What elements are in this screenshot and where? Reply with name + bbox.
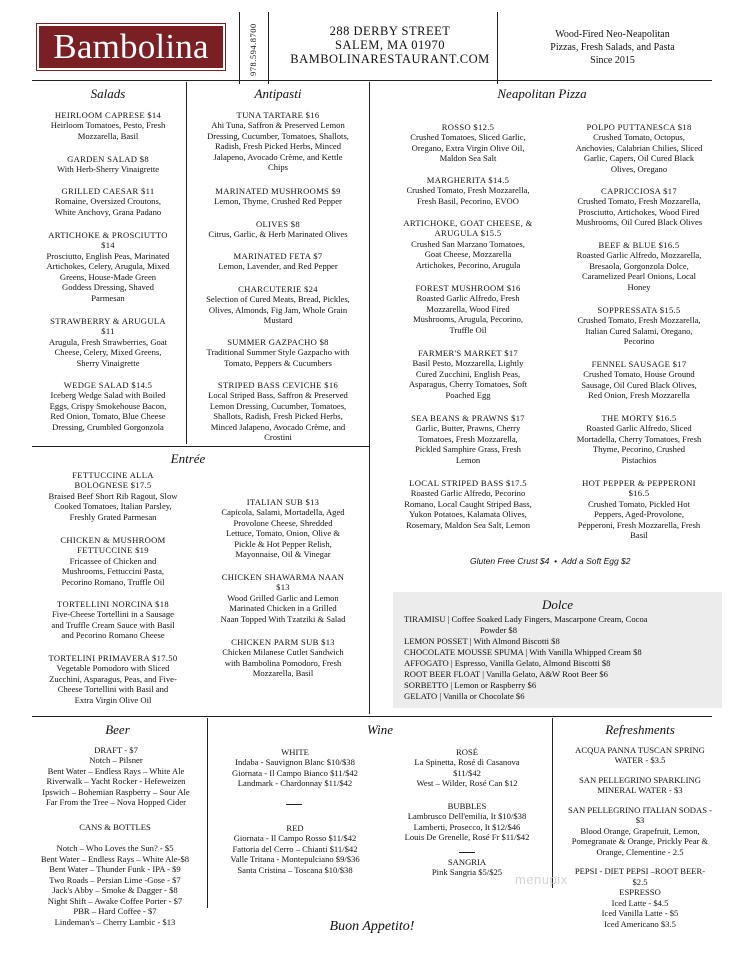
item-name: LOCAL STRIPED BASS $17.5	[409, 478, 527, 488]
item-name: SOPPRESSATA $15.5	[597, 305, 681, 315]
beer-item: Bent Water – Thunder Funk - IPA - $9	[49, 864, 181, 875]
pizza-fennel-sausage	[556, 359, 722, 401]
dolce-item: AFFOGATO | Espresso, Vanilla Gelato, Almond Biscotti $8	[404, 658, 611, 668]
item-price: $16.5	[628, 488, 650, 499]
beer-item: Riverwalk – Yacht Rocker - Hefeweizen	[46, 776, 186, 787]
dolce-item: ROOT BEER FLOAT | Vanilla Gelato, A&W Root Beer $6	[404, 669, 608, 679]
item-name: FETTUCCINE ALLA	[72, 470, 154, 480]
header-divider-right	[268, 12, 269, 84]
item-desc: Pickled Samphire Grass, Fresh	[415, 444, 521, 455]
item-desc: Crushed Tomato, Fresh Mozzarella,	[406, 185, 530, 196]
item-desc: Rosemary, Maldon Sea Salt, Lemon	[405, 519, 531, 530]
item-name: TORTELLINI NORCINA $18	[57, 599, 169, 609]
refreshments-list	[554, 745, 726, 929]
antipasti-marinated-feta	[188, 251, 368, 272]
dolce-title: Dolce	[541, 597, 574, 612]
item-name: GARDEN SALAD $8	[67, 154, 149, 164]
gluten-free-note: Gluten Free Crust $4	[470, 556, 550, 566]
item-desc: Mozzarella, Basil	[77, 130, 139, 141]
item-desc: Chicken Milanese Cutlet Sandwich	[222, 647, 344, 658]
wine-separator	[286, 804, 302, 805]
beer-item: Jack's Abby – Smoke & Dagger - $8	[52, 885, 178, 896]
item-desc: Pecorino	[623, 336, 655, 347]
pizza-hot-pepper-pepperoni	[556, 478, 722, 541]
item-desc: Pistachios	[621, 454, 657, 465]
item-name: FOREST MUSHROOM $16	[415, 283, 521, 293]
item-desc: Mortadella, Cherry Tomatoes, Fresh	[576, 433, 702, 444]
restaurant-logo: Bambolina	[37, 24, 225, 70]
spacer	[554, 796, 726, 805]
item-desc: Traditional Summer Style Gazpacho with	[206, 347, 350, 358]
antipasti-pizza-divider	[369, 82, 370, 714]
item-name: BEEF & BLUE $16.5	[598, 240, 680, 250]
watermark: menupix	[515, 872, 568, 887]
item-name: CAPRICCIOSA $17	[601, 186, 677, 196]
item-desc: Mushrooms, Fettuccini Pasta,	[61, 566, 165, 577]
refreshment-item: Iced Latte - $4.5	[611, 897, 669, 908]
wine-item: Fattoria del Cerro – Chianti $11/$42	[232, 843, 358, 854]
dolce-item: GELATO | Vanilla or Chocolate $6	[404, 691, 525, 701]
item-desc: Provolone Cheese, Shredded	[233, 517, 333, 528]
item-desc: Lemon	[455, 454, 481, 465]
item-desc: Chips	[267, 162, 289, 173]
item-desc: Crushed Tomatoes, Sliced Garlic,	[410, 132, 526, 143]
pizza-capricciosa	[556, 186, 722, 228]
item-desc: Crushed Tomato, Pickled Hot	[588, 498, 690, 509]
salad-wedge	[30, 380, 186, 432]
refreshment-item: $3	[635, 815, 645, 826]
item-desc: Fresh Basil, Pecorino, EVOO	[417, 195, 519, 206]
beer-item: Bent Water – Endless Rays – White Ale	[47, 765, 185, 776]
dolce-item: CHOCOLATE MOUSSE SPUMA | With Vanilla Whipped Cream $8	[404, 647, 642, 657]
entree-title: Entrée	[170, 451, 206, 466]
item-desc: Roasted Garlic Alfredo, Sliced	[586, 423, 692, 434]
item-desc: Dressing, Crumbled Gorgonzola	[52, 421, 164, 432]
item-name: GRILLED CAESAR $11	[61, 186, 155, 196]
wine-red-list	[210, 823, 380, 875]
item-desc: Garlic, Butter, Prawns, Cherry	[415, 423, 521, 434]
draft-heading: DRAFT - $7	[94, 745, 138, 755]
item-desc: Lettuce, Tomato, Onion, Olive &	[225, 528, 341, 539]
pizza-artichoke-goat-cheese	[384, 218, 552, 270]
refreshment-item: Pomegranate & Orange, Prickly Pear &	[571, 836, 709, 847]
refreshment-item: ESPRESSO	[619, 887, 661, 898]
pizza-addons-note	[470, 556, 631, 566]
refreshment-item: MINERAL WATER - $3	[597, 785, 683, 796]
item-desc: Radish, Fresh Picked Herbs, Minced	[214, 141, 342, 152]
wine-item: Giornata - Il Campo Rosso $11/$42	[233, 833, 357, 844]
wine-item: Landmark - Chardonnay $11/$42	[237, 778, 353, 789]
entree-chicken-parm-sub	[198, 637, 368, 679]
item-desc: Maldon Sea Salt	[439, 153, 497, 164]
item-desc: Asparagus, Cherry Tomatoes, Soft	[408, 379, 528, 390]
refreshment-item: ACQUA PANNA TUSCAN SPRING	[575, 745, 705, 755]
beer-item: Notch – Who Loves the Sun? - $5	[56, 843, 174, 854]
item-desc: White Anchovy, Grana Padano	[54, 206, 162, 217]
entree-tortellini-norcina	[30, 599, 196, 641]
item-desc: Tomatoes, Fresh Mozzarella,	[418, 433, 518, 444]
item-desc: Caramelized Pearl Onions, Local	[581, 271, 697, 282]
wine-separator	[459, 852, 475, 853]
item-desc: Marinated Chicken in a Grilled	[229, 603, 337, 614]
item-desc: Fricassee of Chicken and	[69, 555, 157, 566]
white-heading: WHITE	[281, 747, 309, 757]
footer-sign-off: Buon Appetito!	[329, 919, 415, 934]
pizza-polpo-puttanesca	[556, 122, 722, 174]
item-name: MARGHERITA $14.5	[426, 175, 510, 185]
pizza-local-striped-bass	[384, 478, 552, 530]
item-name: WEDGE SALAD $14.5	[63, 380, 153, 390]
wine-refreshments-divider	[552, 718, 553, 888]
beer-draft-list	[26, 745, 206, 808]
item-desc: Garlic, Capers, Oil Cured Black	[583, 153, 695, 164]
salad-artichoke-prosciutto	[30, 230, 186, 303]
item-name: ITALIAN SUB $13	[246, 497, 320, 507]
wine-item: Giornata - Il Campo Bianco $11/$42	[232, 767, 358, 778]
item-name: STRAWBERRY & ARUGULA	[50, 316, 166, 326]
item-desc: Peppers, Aged-Provolone,	[594, 509, 684, 520]
pizza-rosso	[384, 122, 552, 164]
item-desc: Parmesan	[91, 292, 125, 303]
item-name: TUNA TARTARE $16	[236, 110, 320, 120]
salad-strawberry-arugula	[30, 316, 186, 368]
item-desc: Five-Cheese Tortellini in a Sausage	[52, 609, 174, 620]
refreshment-item: PEPSI - DIET PEPSI –ROOT BEER-	[574, 866, 706, 877]
spacer	[554, 857, 726, 866]
pizza-forest-mushroom	[384, 283, 552, 335]
item-name: SEA BEANS & PRAWNS $17	[411, 413, 525, 423]
item-desc: Freshly Grated Parmesan	[69, 511, 157, 522]
refreshment-item: Blood Orange, Grapefruit, Lemon,	[580, 825, 700, 836]
item-desc: Cheese Tortellini with Basil and	[57, 684, 169, 695]
item-desc: Mushrooms, Arugula, Pecorino,	[412, 314, 524, 325]
item-price: ARUGULA $15.5	[434, 228, 502, 239]
antipasti-tuna-tartare	[188, 110, 368, 173]
dolce-item: TIRAMISU | Coffee Soaked Lady Fingers, Mascarpone Cream, Cocoa	[404, 614, 648, 624]
wine-item: Indaba - Sauvignon Blanc $10/$38	[235, 757, 355, 768]
wine-item: Lamberti, Prosecco, It $12/$46	[413, 821, 521, 832]
item-name: CHICKEN SHAWARMA NAAN	[221, 572, 345, 582]
item-desc: Iceberg Wedge Salad with Boiled	[50, 390, 166, 401]
item-desc: Wood Grilled Garlic and Lemon	[227, 592, 339, 603]
item-name: CHICKEN & MUSHROOM	[60, 535, 166, 545]
wine-rose-list	[384, 747, 550, 789]
item-price: BOLOGNESE $17.5	[74, 480, 152, 491]
item-desc: Pickle & Hot Pepper Relish,	[234, 538, 332, 549]
salad-garden	[30, 154, 186, 175]
item-desc: Pepperoni, Fresh Mozzarella, Fresh	[577, 519, 701, 530]
item-desc: Pecorino Romano, Truffle Oil	[61, 576, 165, 587]
wine-item: La Spinetta, Rosé di Casanova	[414, 757, 520, 768]
item-name: HOT PEPPER & PEPPERONI	[582, 478, 696, 488]
item-desc: Honey	[627, 281, 651, 292]
item-desc: Minced Jalapeno, Avocado Crème, and	[210, 421, 346, 432]
address-city: SALEM, MA 01970	[335, 38, 445, 52]
beer-item: Lindeman's – Cherry Lambic - $13	[54, 916, 176, 927]
wine-item: Pink Sangria $5/$25	[431, 867, 503, 878]
refreshment-item: Iced Americano $3.5	[604, 918, 676, 929]
item-desc: Zucchini, Asparagus, Peas, and Five-	[49, 673, 177, 684]
pizza-the-morty	[556, 413, 722, 465]
item-desc: Crostini	[264, 432, 292, 443]
drinks-rule	[32, 716, 712, 717]
header-divider-left	[239, 12, 240, 84]
item-name: POLPO PUTTANESCA $18	[586, 122, 692, 132]
wine-white-list	[210, 747, 380, 789]
item-desc: Lemon, Lavender, and Red Pepper	[218, 261, 338, 272]
salad-grilled-caesar	[30, 186, 186, 217]
beer-item: PBR – Hard Coffee - $7	[73, 906, 157, 917]
antipasti-summer-gazpacho	[188, 337, 368, 368]
item-desc: Mozzarella, Basil	[252, 668, 314, 679]
item-desc: Roasted Garlic Alfredo, Fresh	[416, 293, 520, 304]
item-desc: Crushed Tomato, Fresh Mozzarella,	[577, 315, 701, 326]
beer-item: Ipswich – Bohemian Raspberry – Sour Ale	[42, 786, 190, 797]
address-block	[280, 24, 500, 66]
wine-item: Lambrusco Dell'emilia, It $10/$38	[407, 811, 527, 822]
wine-item: Valle Tritana - Montepulciano $9/$36	[230, 854, 360, 865]
item-desc: and Truffle Cream Sauce with Basil	[51, 619, 175, 630]
item-desc: Jalapeno, Avocado Crème, and Kettle	[213, 151, 343, 162]
item-name: HEIRLOOM CAPRESE $14	[54, 110, 162, 120]
item-desc: Goddess Dressing, Shaved	[62, 282, 154, 293]
item-desc: Sherry Vinaigrette	[76, 357, 140, 368]
refreshment-item: SAN PELLEGRINO ITALIAN SODAS -	[568, 804, 712, 815]
pizza-farmers-market	[384, 348, 552, 400]
item-desc: Cured Zucchini, English Peas,	[415, 368, 521, 379]
soft-egg-note: Add a Soft Egg $2	[561, 556, 631, 566]
item-name: ROSSO $12.5	[441, 122, 495, 132]
beer-item: Notch – Pilsner	[89, 755, 143, 766]
sangria-heading: SANGRIA	[447, 857, 487, 867]
item-desc: Oregano, Extra Virgin Olive Oil,	[411, 142, 525, 153]
dolce-item: LEMON POSSET | With Almond Biscotti $8	[404, 636, 560, 646]
tagline-line: Wood-Fired Neo-Neapolitan	[555, 29, 670, 40]
item-desc: Dressing, Cucumber, Tomatoes, Shallots,	[207, 130, 349, 141]
item-name: OLIVES $8	[256, 219, 300, 229]
salads-title: Salads	[90, 86, 126, 101]
red-heading: RED	[286, 823, 304, 833]
item-name: FENNEL SAUSAGE $17	[591, 359, 687, 369]
tagline-line: Pizzas, Fresh Salads, and Pasta	[550, 42, 675, 53]
wine-item: Louis De Grenelle, Rosé Fr $11/$42	[404, 832, 530, 843]
item-desc: Red Onion, Tomato, Blue Cheese	[50, 411, 166, 422]
item-desc: Olives, Oregano	[610, 163, 668, 174]
item-desc: Arugula, Fresh Strawberries, Goat	[48, 336, 168, 347]
refreshment-item: $2.5	[632, 876, 648, 887]
beer-title: Beer	[105, 722, 130, 737]
item-price: $13	[276, 582, 290, 593]
item-desc: Romaine, Oversized Croutons,	[55, 196, 161, 207]
item-desc: Mustard	[263, 315, 293, 326]
item-desc: with Bambolina Pomodoro, Fresh	[224, 657, 342, 668]
item-desc: Prosciutto, English Peas, Marinated	[46, 250, 170, 261]
item-desc: Romano, Local Caught Striped Bass,	[404, 498, 532, 509]
item-desc: Lemon Dressing, Cucumber, Tomatoes,	[209, 400, 347, 411]
phone-number: 978.594.8700	[248, 23, 258, 77]
item-desc: Basil Pesto, Mozzarella, Lightly	[412, 358, 524, 369]
item-desc: Lemon, Thyme, Crushed Red Pepper	[214, 196, 342, 207]
wine-item: $11/$42	[453, 767, 481, 778]
antipasti-striped-bass-ceviche	[188, 380, 368, 443]
item-desc: Artichokes, Celery, Arugula, Mixed	[46, 261, 170, 272]
spacer	[554, 766, 726, 775]
item-name: FARMER'S MARKET $17	[417, 348, 519, 358]
item-name: ARTICHOKE, GOAT CHEESE, &	[403, 218, 533, 228]
item-desc: Braised Beef Short Rib Ragout, Slow	[48, 490, 178, 501]
item-desc: Prosciutto, Artichokes, Wood Fired	[578, 206, 700, 217]
item-desc: Mozzarella, Wood Fired	[426, 303, 510, 314]
item-name: CHARCUTERIE $24	[238, 284, 318, 294]
item-desc: and Pecorino Romano Cheese	[61, 630, 165, 641]
pizza-sea-beans-prawns	[384, 413, 552, 465]
item-desc: With Herb-Sherry Vinaigrette	[56, 164, 160, 175]
tagline-line: Since 2015	[590, 55, 635, 66]
item-desc: Truffle Oil	[449, 324, 487, 335]
refreshment-item: Iced Vanilla Latte - $5	[601, 908, 679, 919]
antipasti-marinated-mushrooms	[188, 186, 368, 207]
entree-tortellini-primavera	[30, 653, 196, 705]
item-desc: Crushed Tomato, House Ground	[583, 369, 695, 380]
refreshments-title: Refreshments	[605, 722, 675, 737]
salads-antipasti-divider	[186, 82, 187, 444]
wine-item: West – Wilder, Rosé Can $12	[416, 778, 518, 789]
item-desc: Roasted Garlic Alfredo, Mozzarella,	[576, 250, 702, 261]
beer-item: Bent Water – Endless Rays – White Ale-$8	[40, 853, 190, 864]
item-desc: Cooked Tomatoes, Italian Parsley,	[54, 501, 172, 512]
wine-item: Santa Cristina – Toscana $10/$38	[237, 864, 353, 875]
item-name: THE MORTY $16.5	[601, 413, 677, 423]
item-desc: Extra Virgin Olive Oil	[74, 694, 152, 705]
entree-chicken-mushroom-fettuccine	[30, 535, 196, 587]
salad-heirloom-caprese	[30, 110, 186, 141]
cans-heading: CANS & BOTTLES	[79, 822, 151, 832]
pizza-margherita	[384, 175, 552, 206]
item-desc: Cheese, Celery, Mixed Greens,	[54, 347, 162, 358]
dolce-item: SORBETTO | Lemon or Raspberry $6	[404, 680, 537, 690]
item-desc: Basil	[630, 530, 648, 541]
item-desc: Mushrooms, Oil Cured Black Olives	[575, 217, 703, 228]
item-name: CHICKEN PARM SUB $13	[231, 637, 335, 647]
item-name: ARTICHOKE & PROSCIUTTO	[48, 230, 168, 240]
item-desc: Local Striped Bass, Saffron & Preserved	[208, 390, 348, 401]
entree-fettuccine-bolognese	[30, 470, 196, 522]
wine-bubbles-list	[384, 801, 550, 843]
pizza-soppressata	[556, 305, 722, 347]
dolce-item: Powder $8	[480, 625, 517, 635]
pizza-beef-blue	[556, 240, 722, 292]
item-desc: Goat Cheese, Mozzarella	[424, 249, 512, 260]
item-price: $11	[101, 326, 115, 337]
item-desc: Selection of Cured Meats, Bread, Pickles,	[206, 294, 350, 305]
item-desc: Mayonnaise, Oil & Vinegar	[235, 549, 331, 560]
item-price: $14	[101, 240, 115, 251]
item-desc: Bresaola, Gorgonzola Dolce,	[589, 260, 689, 271]
item-name: TORTELINI PRIMAVERA $17.50	[48, 653, 178, 663]
item-desc: Olives, Almonds, Fig Jam, Whole Grain	[208, 304, 348, 315]
item-desc: Crushed San Marzano Tomatoes,	[411, 238, 525, 249]
item-desc: Ahi Tuna, Saffron & Preserved Lemon	[211, 120, 345, 131]
item-desc: Greens, House-Made Green	[59, 271, 157, 282]
refreshment-item: SAN PELLEGRINO SPARKLING	[579, 774, 701, 785]
beer-cans-list	[22, 822, 208, 927]
item-desc: Thyme, Pecorino, Crushed	[592, 444, 686, 455]
refreshment-item: Orange, Clementine - 2.5	[596, 846, 684, 857]
beer-item: Two Roads – Persian Lime -Gose - $7	[49, 874, 181, 885]
address-street: 288 DERBY STREET	[329, 24, 451, 38]
entree-italian-sub	[198, 497, 368, 560]
item-desc: Poached Egg	[445, 389, 491, 400]
antipasti-charcuterie	[188, 284, 368, 326]
item-name: SUMMER GAZPACHO $8	[227, 337, 329, 347]
item-desc: Capicola, Salami, Mortadella, Aged	[221, 507, 345, 518]
item-desc: Crushed Tomato, Fresh Mozzarella,	[577, 196, 701, 207]
item-desc: Tomato, Peppers & Cucumbers	[224, 357, 332, 368]
item-desc: Roasted Garlic Alfredo, Pecorino	[410, 488, 526, 499]
beer-item: Night Shift – Awake Coffee Porter - $7	[47, 895, 183, 906]
item-desc: Shallots, Radish, Fresh Picked Herbs,	[213, 411, 343, 422]
item-desc: Eggs, Crispy Smokehouse Bacon,	[49, 400, 167, 411]
item-desc: Sausage, Oil Cured Black Olives,	[581, 379, 697, 390]
beer-item: Far From the Tree – Nova Hopped Cider	[45, 797, 187, 808]
item-desc: Citrus, Garlic, & Herb Marinated Olives	[208, 229, 348, 240]
wine-title: Wine	[367, 722, 393, 737]
item-price: FETTUCCINE $19	[77, 545, 149, 556]
item-desc: Vegetable Pomodoro with Sliced	[56, 663, 170, 674]
rose-heading: ROSÉ	[456, 747, 478, 757]
item-desc: Anchovies, Calabrian Chilies, Sliced	[575, 142, 703, 153]
pizza-title: Neapolitan Pizza	[497, 86, 587, 101]
item-desc: Crushed Tomato, Octopus,	[593, 132, 685, 143]
header-rule	[32, 80, 712, 81]
bubbles-heading: BUBBLES	[447, 801, 487, 811]
item-name: MARINATED FETA $7	[233, 251, 323, 261]
entree-rule	[32, 446, 369, 447]
item-desc: Red Onion, Fresh Mozzarella	[588, 390, 690, 401]
address-website: BAMBOLINARESTAURANT.COM	[290, 52, 490, 66]
item-desc: Italian Cured Salami, Oregano,	[585, 325, 693, 336]
tagline	[510, 28, 715, 67]
item-desc: Artichokes, Pecorino, Arugula	[415, 259, 521, 270]
note-separator: •	[554, 556, 558, 566]
entree-chicken-shawarma-naan	[198, 572, 368, 624]
item-desc: Heirloom Tomatoes, Pesto, Fresh	[50, 120, 166, 131]
item-desc: Yukon Potatoes, Kalamata Olives,	[409, 509, 527, 520]
item-desc: Naan Topped With Tzatziki & Salad	[220, 613, 346, 624]
item-name: MARINATED MUSHROOMS $9	[215, 186, 341, 196]
refreshment-item: WATER - $3.5	[614, 755, 666, 766]
item-name: STRIPED BASS CEVICHE $16	[217, 380, 339, 390]
antipasti-olives	[188, 219, 368, 240]
antipasti-title: Antipasti	[254, 86, 302, 101]
header-divider-address	[497, 12, 498, 84]
